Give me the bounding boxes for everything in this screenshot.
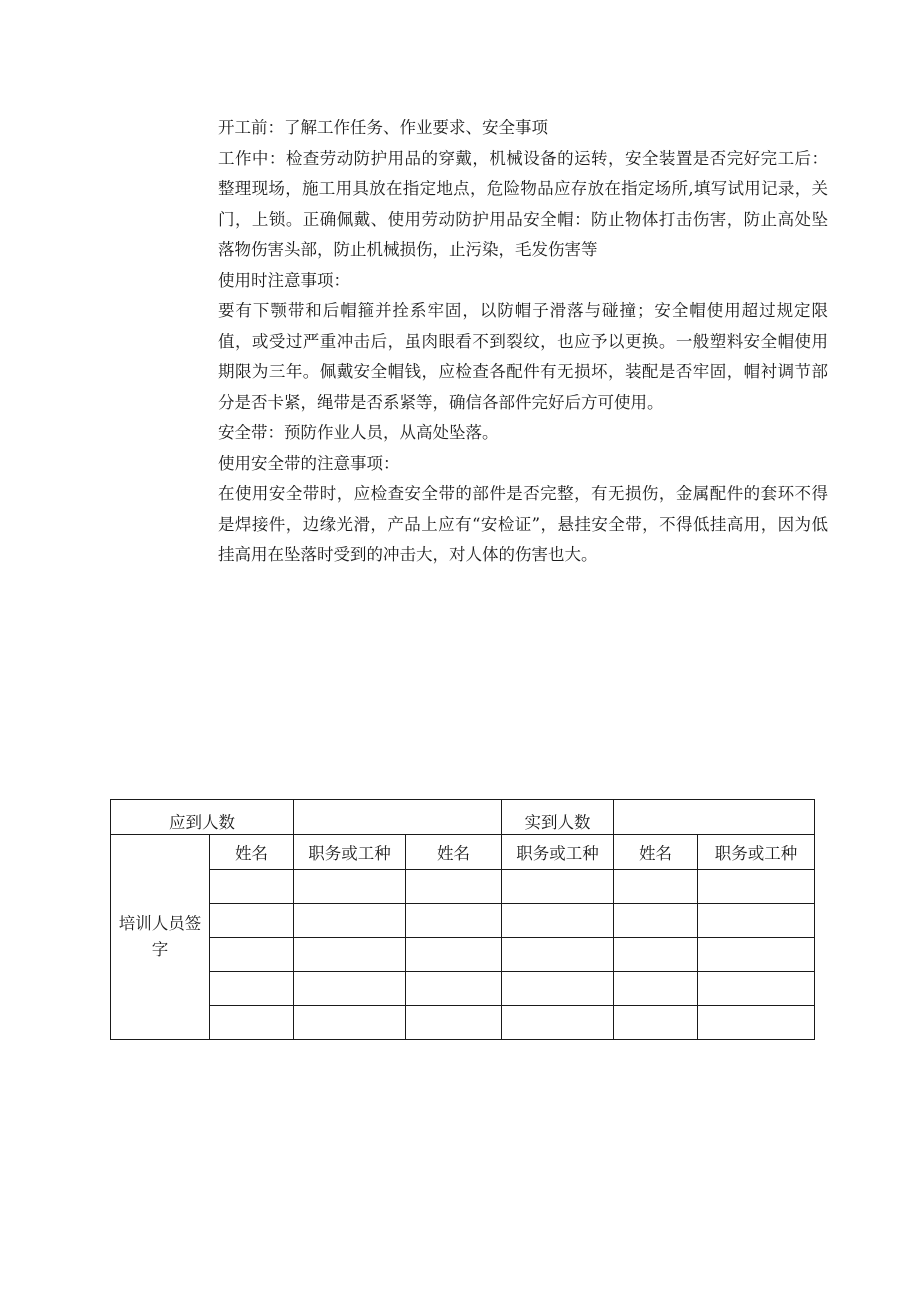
table-row [111,870,815,904]
belt-notes-heading: 使用安全带的注意事项： [218,453,400,473]
signature-cell[interactable] [210,904,294,938]
table-row [111,938,815,972]
col-header-name: 姓名 [210,835,294,870]
signature-cell[interactable] [614,1006,698,1040]
safety-belt-line: 安全带：预防作业人员，从高处坠落。 [218,423,499,442]
actual-count-label: 实到人数 [502,800,614,835]
signature-cell[interactable] [502,972,614,1006]
signature-cell[interactable] [698,1006,815,1040]
signature-cell[interactable] [698,972,815,1006]
col-header-role: 职务或工种 [502,835,614,870]
signature-cell[interactable] [294,972,406,1006]
expected-count-value[interactable] [294,800,502,835]
signature-cell[interactable] [614,938,698,972]
actual-count-value[interactable] [614,800,815,835]
document-body [218,113,828,571]
signature-cell[interactable] [502,904,614,938]
table-row [111,972,815,1006]
during-work-paragraph: 工作中：检查劳动防护用品的穿戴，机械设备的运转，安全装置是否完好完工后：整理现场，施工用具放在指定地点，危险物品应存放在指定场所,填写试用记录，关门，上锁。正确佩戴、使用劳动防护用品安全帽：防止物体打击伤害，防止高处坠落物伤害头部，防止机械损伤，止污染，毛发伤害等 [218,148,828,259]
attendance-table [110,799,815,1040]
signature-cell[interactable] [406,904,502,938]
signature-cell[interactable] [294,904,406,938]
belt-notes-paragraph: 在使用安全带时，应检查安全带的部件是否完整，有无损伤，金属配件的套环不得是焊接件，边缘光滑，产品上应有“安检证”，悬挂安全带，不得低挂高用，因为低挂高用在坠落时受到的冲击大，对人体的伤害也大。 [218,484,828,564]
signature-cell[interactable] [406,938,502,972]
signature-cell[interactable] [406,1006,502,1040]
col-header-role: 职务或工种 [294,835,406,870]
signature-cell[interactable] [698,870,815,904]
expected-count-label: 应到人数 [111,800,294,835]
col-header-role: 职务或工种 [698,835,815,870]
signature-cell[interactable] [210,1006,294,1040]
signature-cell[interactable] [614,870,698,904]
signature-cell[interactable] [614,904,698,938]
signature-cell[interactable] [502,870,614,904]
signature-cell[interactable] [294,870,406,904]
helmet-notes-paragraph: 要有下颚带和后帽箍并拴系牢固，以防帽子滑落与碰撞；安全帽使用超过规定限值，或受过严重冲击后，虽肉眼看不到裂纹，也应予以更换。一般塑料安全帽使用期限为三年。佩戴安全帽钱，应检查各配件有无损坏，装配是否牢固，帽衬调节部分是否卡紧，绳带是否系紧等，确信各部件完好后方可使用。 [218,301,828,412]
table-row [111,1006,815,1040]
signature-cell[interactable] [698,938,815,972]
before-work-line: 开工前：了解工作任务、作业要求、安全事项 [218,118,548,137]
table-row [111,904,815,938]
signature-cell[interactable] [502,1006,614,1040]
signature-cell[interactable] [210,938,294,972]
signature-cell[interactable] [406,870,502,904]
signature-cell[interactable] [698,904,815,938]
signature-cell[interactable] [502,938,614,972]
signature-cell[interactable] [406,972,502,1006]
signature-cell[interactable] [614,972,698,1006]
signature-cell[interactable] [210,972,294,1006]
col-header-name: 姓名 [614,835,698,870]
col-header-name: 姓名 [406,835,502,870]
trainee-signature-label: 培训人员签字 [111,835,210,1040]
signature-cell[interactable] [294,1006,406,1040]
signature-cell[interactable] [294,938,406,972]
helmet-notes-heading: 使用时注意事项： [218,270,350,290]
signature-cell[interactable] [210,870,294,904]
